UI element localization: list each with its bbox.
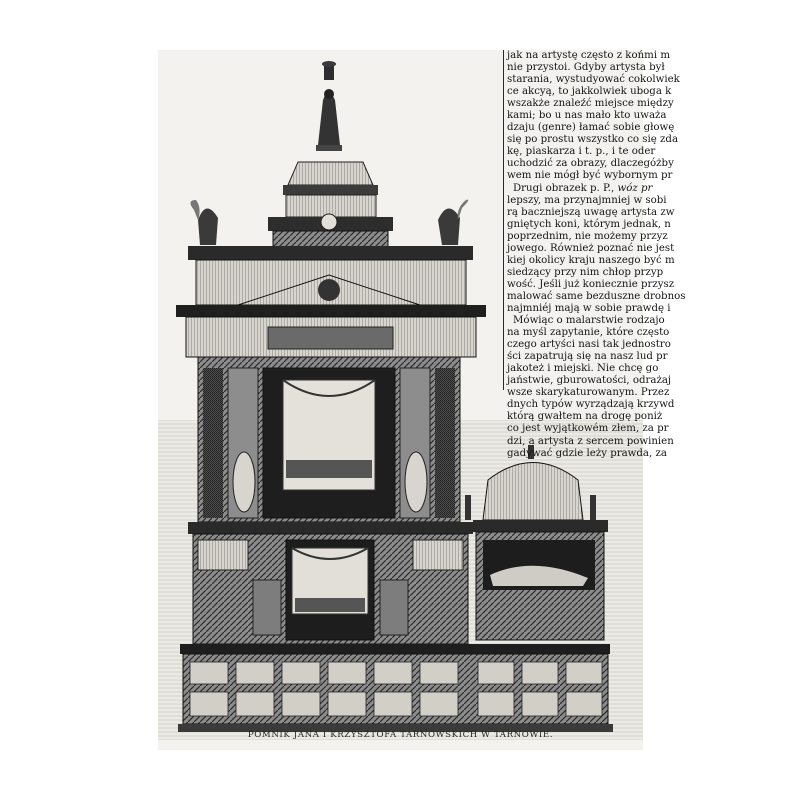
angel-left (190, 200, 218, 245)
article-line: wsze skarykaturowanym. Przez (507, 387, 670, 399)
top-statue (316, 61, 342, 151)
article-line: uchodzić za obrazy, dlaczegóżby (507, 158, 674, 170)
article-line: kę, piaskarza i t. p., i te oder (507, 146, 656, 158)
battle-relief (268, 327, 393, 349)
article-line: gniętych koni, którym jednak, n (507, 218, 671, 230)
article-line: Mówiąc o malarstwie rodzajo (513, 315, 665, 327)
engraving-caption: POMNIK JANA I KRZYSZTOFA TARNOWSKICH W TARNOWIE. (247, 730, 554, 740)
main-cornice (176, 305, 486, 317)
article-line: dnych typów wyrządzają krzywd (507, 399, 675, 411)
article-line: dzi, a artysta z sercem powinien (507, 435, 674, 447)
article-line: starania, wystudyować cokolwiek (507, 74, 680, 86)
lower-storey (188, 522, 473, 644)
paragraph-start (507, 182, 653, 195)
article-line: czego artyści nasi tak jednostro (507, 339, 671, 351)
article-line: kami; bo u nas mało kto uważa (507, 110, 667, 122)
article-line: siedzący przy nim chłop przyp (507, 266, 664, 278)
coat-of-arms (318, 279, 340, 301)
article-line: jaństwie, gburowatości, odrażaj (507, 375, 672, 387)
article-line: kiej okolicy kraju naszego być m (507, 254, 675, 266)
article-line: rą baczniejszą uwagę artysta zw (507, 206, 675, 218)
article-line: jowego. Również poznać nie jest (507, 242, 675, 254)
para2-italic: wóz pr (617, 182, 653, 194)
article-line: wem nie mógł być wybornym pr (507, 170, 673, 182)
article-line: ce akcyą, to jakkolwiek uboga k (507, 86, 672, 98)
article-line: nie przystoi. Gdyby artysta był (507, 62, 665, 74)
monument-base (178, 644, 613, 732)
para2-start: Drugi obrazek p. P., (513, 182, 615, 194)
article-line: wość. Jeśli już koniecznie przysz (507, 278, 675, 290)
angel-right (438, 200, 468, 245)
article-line: którą gwałtem na drogę poniż (507, 411, 663, 423)
upper-storey (198, 357, 460, 522)
article-line: jakoteż i miejski. Nie chcę go (507, 363, 659, 375)
article-column (507, 50, 686, 459)
article-line: wszakże znaleźć miejsce między (507, 98, 674, 110)
article-line: się po prostu wszystko co się zda (507, 134, 679, 146)
article-line: co jest wyjątkowém złem, za pr (507, 423, 669, 435)
upper-pedestal (268, 162, 393, 247)
article-line: jak na artystę często z końmi m (507, 50, 670, 61)
article-line: dzaju (genre) łamać sobie głowę (507, 122, 675, 134)
article-line: malować same bezduszne drobnos (507, 290, 686, 302)
article-line: lepszy, ma przynajmniej w sobi (507, 194, 667, 206)
article-line: najmniéj mają w sobie prawdę i (507, 302, 671, 314)
article-line: na myśl zapytanie, które często (507, 327, 670, 339)
article-line: ści zapatrują się na nasz lud pr (507, 351, 668, 363)
article-line: gadywać gdzie leży prawda, za (507, 447, 667, 459)
attic-cornice (188, 246, 473, 260)
column-rule (503, 50, 504, 390)
article-line: poprzednim, nie możemy przyz (507, 230, 668, 242)
